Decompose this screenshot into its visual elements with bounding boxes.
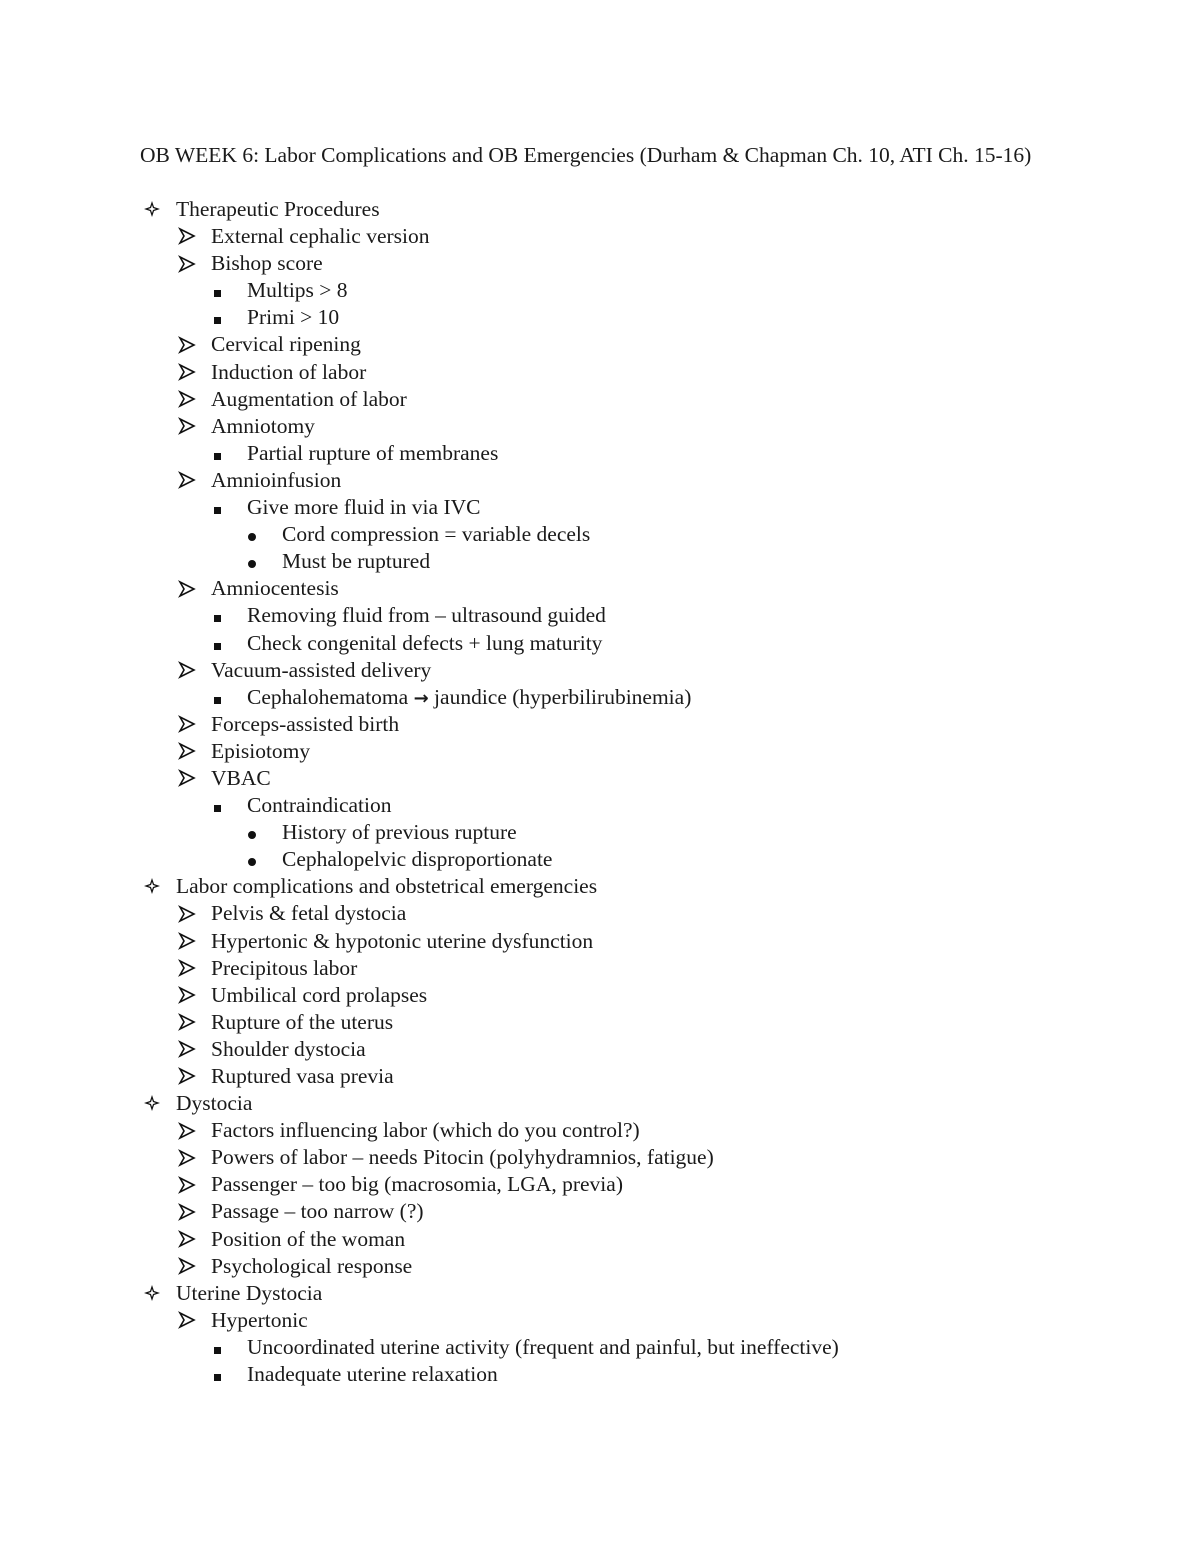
outline-item-text: Inadequate uterine relaxation [247,1362,498,1387]
page-title: OB WEEK 6: Labor Complications and OB Emergencies (Durham & Chapman Ch. 10, ATI Ch. 15-16) [140,143,1032,167]
outline-item-level-2 [140,1063,1080,1090]
outline-item-level-2 [140,982,1080,1009]
arrowhead-bullet-icon [178,1144,196,1171]
square-bullet-icon [214,494,221,521]
arrowhead-bullet-icon [178,1171,196,1198]
outline-item-level-4 [140,548,1080,575]
arrowhead-bullet-icon [178,738,196,765]
outline-item-text: Hypertonic & hypotonic uterine dysfunction [211,928,594,953]
outline-item-text: Ruptured vasa previa [211,1064,394,1088]
outline-item-text: Multips > 8 [247,278,348,303]
outline-item-level-2 [140,250,1080,277]
outline-item-text: History of previous rupture [282,820,517,845]
outline-item-text: Therapeutic Procedures [176,197,380,221]
square-bullet-icon [214,792,221,819]
outline-item-level-2 [140,1009,1080,1036]
outline-item-level-2 [140,1198,1080,1225]
outline-item-text: Removing fluid from – ultrasound guided [247,603,606,628]
square-bullet-icon [214,304,221,331]
round-bullet-icon [248,819,256,846]
arrowhead-bullet-icon [178,331,196,358]
outline-item-level-1 [140,196,1080,223]
square-bullet-icon [214,1334,221,1361]
outline-item-text: Check congenital defects + lung maturity [247,630,603,655]
outline-item-text: Bishop score [211,251,323,276]
outline-item-text: Must be ruptured [282,549,431,574]
outline-item-level-4 [140,846,1080,873]
arrowhead-bullet-icon [178,386,196,413]
outline-item-level-1 [140,873,1080,900]
outline-item-text: Cervical ripening [211,332,361,357]
arrowhead-bullet-icon [178,1009,196,1036]
arrowhead-bullet-icon [178,413,196,440]
outline-item-text: Precipitous labor [211,955,358,980]
outline-item-text: Induction of labor [211,359,367,384]
arrowhead-bullet-icon [178,1226,196,1253]
arrowhead-bullet-icon [178,467,196,494]
outline-item-text: Shoulder dystocia [211,1036,366,1061]
outline-item-text: Factors influencing labor (which do you control?) [211,1118,640,1143]
outline-item-level-3 [140,1334,1080,1361]
square-bullet-icon [214,1361,221,1388]
outline-item-text: External cephalic version [211,224,430,249]
outline-item-level-2 [140,657,1080,684]
outline-item-text: Cephalopelvic disproportionate [282,847,553,872]
arrowhead-bullet-icon [178,250,196,277]
arrowhead-bullet-icon [178,1036,196,1063]
outline-item-level-2 [140,955,1080,982]
outline-item-level-2 [140,1307,1080,1334]
arrowhead-bullet-icon [178,1253,196,1280]
outline-item-text-before: Cephalohematoma [247,684,409,709]
outline-item-text: Cord compression = variable decels [282,522,591,547]
outline-item-level-2 [140,1171,1080,1198]
outline-item-text: Uncoordinated uterine activity (frequent and painful, but ineffective) [247,1334,839,1359]
square-bullet-icon [214,277,221,304]
outline-item-level-2 [140,900,1080,927]
arrowhead-bullet-icon [178,657,196,684]
outline-item-text: Rupture of the uterus [211,1009,394,1034]
outline-item-level-2 [140,1036,1080,1063]
arrowhead-bullet-icon [178,1063,196,1090]
outline-item-level-3 [140,494,1080,521]
arrowhead-bullet-icon [178,359,196,386]
outline-item-text: Partial rupture of membranes [247,440,499,465]
outline-item-level-2 [140,467,1080,494]
outline-item-level-2 [140,359,1080,386]
arrowhead-bullet-icon [178,223,196,250]
outline-item-text [247,684,691,712]
outline-item-text: Forceps-assisted birth [211,711,400,736]
diamond-bullet-icon [143,1280,161,1307]
outline-item-level-3 [140,792,1080,819]
arrowhead-bullet-icon [178,1117,196,1144]
outline-item-text: Psychological response [211,1253,413,1278]
outline-item-text: Dystocia [176,1091,253,1116]
arrowhead-bullet-icon [178,955,196,982]
outline-item-level-2 [140,575,1080,602]
outline-item-text: Primi > 10 [247,305,340,330]
outline-item-text: Contraindication [247,793,392,818]
arrowhead-bullet-icon [178,1198,196,1225]
outline-item-level-4 [140,819,1080,846]
outline-item-text: Position of the woman [211,1226,406,1251]
outline-item-level-3 [140,304,1080,331]
outline-item-level-1 [140,1090,1080,1117]
outline-item-text: Augmentation of labor [211,386,407,411]
outline-item-text: Give more fluid in via IVC [247,495,481,520]
outline-item-text-after: jaundice (hyperbilirubinemia) [434,684,692,709]
outline-item-level-2 [140,331,1080,358]
outline-item-level-2 [140,1226,1080,1253]
outline-item-level-2 [140,413,1080,440]
round-bullet-icon [248,521,256,548]
outline-item-text: Amniotomy [211,413,315,438]
outline-item-text: Episiotomy [211,738,311,763]
outline-item-text: Umbilical cord prolapses [211,982,428,1007]
outline-item-text: Amniocentesis [211,576,339,601]
outline-item-level-2 [140,765,1080,792]
outline-item-level-2 [140,711,1080,738]
right-arrow-icon: → [413,687,429,709]
outline-item-level-3 [140,684,1080,711]
arrowhead-bullet-icon [178,765,196,792]
outline-item-text: Pelvis & fetal dystocia [211,901,407,926]
outline-item-level-2 [140,738,1080,765]
outline-item-level-2 [140,386,1080,413]
outline-item-text: VBAC [211,765,271,790]
outline-item-level-3 [140,1361,1080,1388]
square-bullet-icon [214,440,221,467]
arrowhead-bullet-icon [178,928,196,955]
diamond-bullet-icon [143,196,161,223]
outline-item-level-2 [140,928,1080,955]
diamond-bullet-icon [143,1090,161,1117]
outline-item-text: Labor complications and obstetrical emergencies [176,874,598,899]
square-bullet-icon [214,630,221,657]
square-bullet-icon [214,602,221,629]
outline-item-level-3 [140,602,1080,629]
arrowhead-bullet-icon [178,900,196,927]
outline-item-level-4 [140,521,1080,548]
arrowhead-bullet-icon [178,982,196,1009]
outline-item-level-3 [140,440,1080,467]
round-bullet-icon [248,846,256,873]
outline-item-text: Hypertonic [211,1307,308,1332]
outline-item-text: Uterine Dystocia [176,1280,323,1305]
outline-item-text: Passenger – too big (macrosomia, LGA, previa) [211,1172,623,1197]
outline-item-level-2 [140,1144,1080,1171]
outline-item-text: Powers of labor – needs Pitocin (polyhydramnios, fatigue) [211,1145,714,1170]
outline-item-level-1 [140,1280,1080,1307]
outline-item-level-2 [140,223,1080,250]
outline-item-level-2 [140,1253,1080,1280]
outline-item-level-3 [140,630,1080,657]
outline-item-level-2 [140,1117,1080,1144]
outline-item-text: Vacuum-assisted delivery [211,657,432,682]
outline-item-level-3 [140,277,1080,304]
outline-item-text: Amnioinfusion [211,467,342,492]
arrowhead-bullet-icon [178,711,196,738]
diamond-bullet-icon [143,873,161,900]
round-bullet-icon [248,548,256,575]
outline-list [140,196,1080,1388]
arrowhead-bullet-icon [178,1307,196,1334]
square-bullet-icon [214,684,221,711]
arrowhead-bullet-icon [178,575,196,602]
outline-item-text: Passage – too narrow (?) [211,1199,424,1224]
